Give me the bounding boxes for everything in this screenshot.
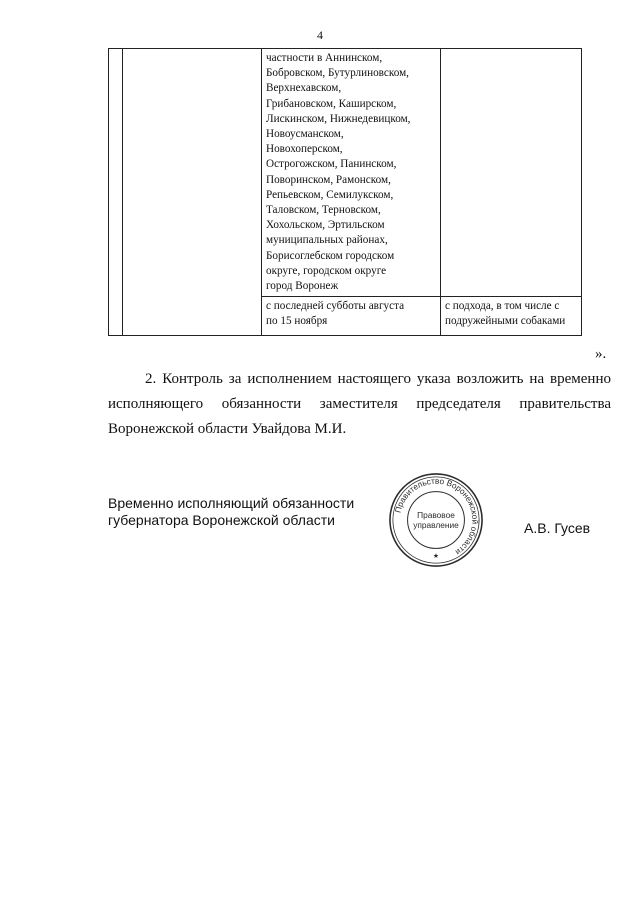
region-line: Новохоперском, — [266, 143, 343, 156]
region-line: округе, городском округе — [266, 264, 387, 277]
region-line: Новоусманском, — [266, 128, 344, 141]
region-line: Поворинском, Рамонском, — [266, 173, 391, 186]
region-line: город Воронеж — [266, 280, 339, 293]
region-line: Репьевском, Семилукском, — [266, 188, 394, 201]
seal-star-icon: ★ — [432, 553, 440, 561]
method-line: с подхода, в том числе с — [445, 300, 560, 313]
table-cell-period — [262, 297, 441, 336]
region-line: Острогожском, Панинском, — [266, 158, 397, 171]
region-line: Верхнехавском, — [266, 82, 342, 95]
table-cell-method — [441, 297, 582, 336]
period-line: с последней субботы августа — [266, 300, 405, 313]
region-line: Лискинском, Нижнедевицком, — [266, 112, 411, 125]
region-line: Бобровском, Бутурлиновском, — [266, 67, 409, 80]
region-line: муниципальных районах, — [266, 234, 388, 247]
continued-table — [108, 48, 582, 336]
paragraph-line: 2. Контроль за исполнением настоящего указа возложить на временно — [145, 371, 611, 387]
paragraph-line: Воронежской области Увайдова М.И. — [108, 421, 347, 437]
seal-center-line: управление — [413, 519, 459, 530]
method-line: подружейными собаками — [445, 315, 566, 328]
signatory-name: А.В. Гусев — [524, 520, 591, 536]
page-number: 4 — [317, 28, 323, 42]
region-line: Хохольском, Эртильском — [266, 219, 385, 232]
closing-quote: ». — [595, 346, 607, 362]
paragraph-line: исполняющего обязанности заместителя председателя правительства — [108, 396, 611, 412]
signatory-title-line: Временно исполняющий обязанности — [108, 495, 355, 511]
table-cell-number — [109, 49, 123, 336]
period-line: по 15 ноября — [266, 315, 328, 328]
seal-ring-text: Правительство Воронежской области — [393, 476, 480, 557]
region-line: Грибановском, Каширском, — [266, 97, 397, 110]
signatory-title-line: губернатора Воронежской области — [108, 512, 335, 528]
region-line: Борисоглебском городском — [266, 249, 395, 262]
control-paragraph — [108, 367, 611, 442]
official-seal — [387, 471, 485, 569]
seal-center-line: Правовое — [417, 510, 455, 521]
table-row — [109, 49, 582, 297]
region-line: Таловском, Терновском, — [266, 204, 381, 217]
table-cell-empty — [441, 49, 582, 297]
signatory-title — [108, 495, 354, 529]
table-cell-species — [123, 49, 262, 336]
region-line: частности в Аннинском, — [266, 52, 383, 64]
table-cell-regions — [262, 49, 441, 297]
